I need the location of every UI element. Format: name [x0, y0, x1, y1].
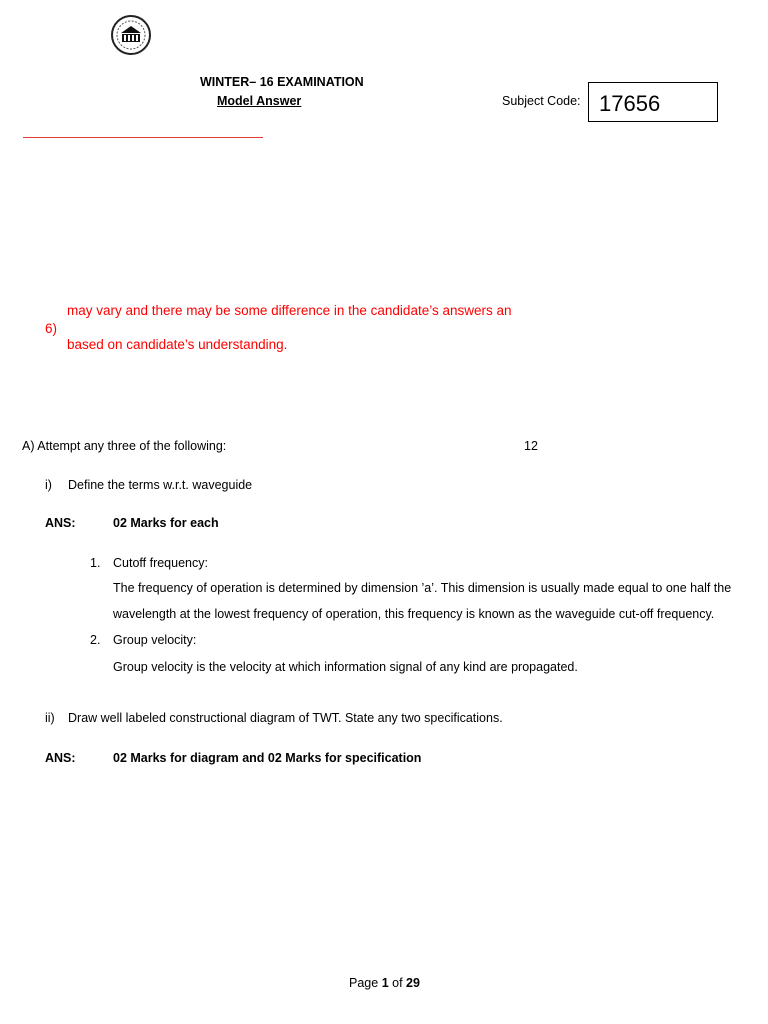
- exam-title: WINTER– 16 EXAMINATION: [200, 75, 364, 89]
- subject-code-box: [588, 82, 718, 122]
- instruction-number: 6): [45, 321, 58, 336]
- page-current: 1: [381, 976, 389, 990]
- definition-line: The frequency of operation is determined by dimension ’a’. This dimension is usually made equal to one half the: [113, 581, 732, 595]
- page-total: 29: [406, 976, 420, 990]
- definition-line: wavelength at the lowest frequency of operation, this frequency is known as the waveguide cut-off frequency.: [113, 607, 715, 621]
- section-marks: 12: [524, 439, 538, 453]
- page-of: of: [392, 976, 403, 990]
- subject-code-label: Subject Code:: [502, 94, 581, 108]
- answer-label: ANS:: [45, 751, 76, 765]
- list-item-number: 2.: [90, 633, 101, 647]
- answer-label: ANS:: [45, 516, 76, 530]
- answer-marks: 02 Marks for diagram and 02 Marks for specification: [113, 751, 422, 765]
- definition-line: Group velocity is the velocity at which information signal of any kind are propagated.: [113, 660, 578, 674]
- answer-marks: 02 Marks for each: [113, 516, 219, 530]
- instruction-line-2: based on candidate’s understanding.: [67, 337, 288, 352]
- list-item-number: 1.: [90, 556, 101, 570]
- question-number: ii): [45, 711, 55, 725]
- page-prefix: Page: [349, 976, 379, 990]
- instruction-line-1: may vary and there may be some difference in the candidate’s answers an: [67, 303, 512, 318]
- question-text: Define the terms w.r.t. waveguide: [68, 478, 253, 492]
- question-text: Draw well labeled constructional diagram of TWT. State any two specifications.: [68, 711, 503, 725]
- list-item-term: Group velocity:: [113, 633, 197, 647]
- page-indicator: [349, 976, 420, 990]
- list-item-term: Cutoff frequency:: [113, 556, 208, 570]
- subject-code-value: 17656: [599, 91, 661, 116]
- institution-logo: [108, 14, 154, 56]
- question-number: i): [45, 478, 52, 492]
- red-divider: [23, 137, 263, 138]
- document-subtitle: Model Answer: [217, 94, 302, 108]
- section-heading: A) Attempt any three of the following:: [22, 439, 227, 453]
